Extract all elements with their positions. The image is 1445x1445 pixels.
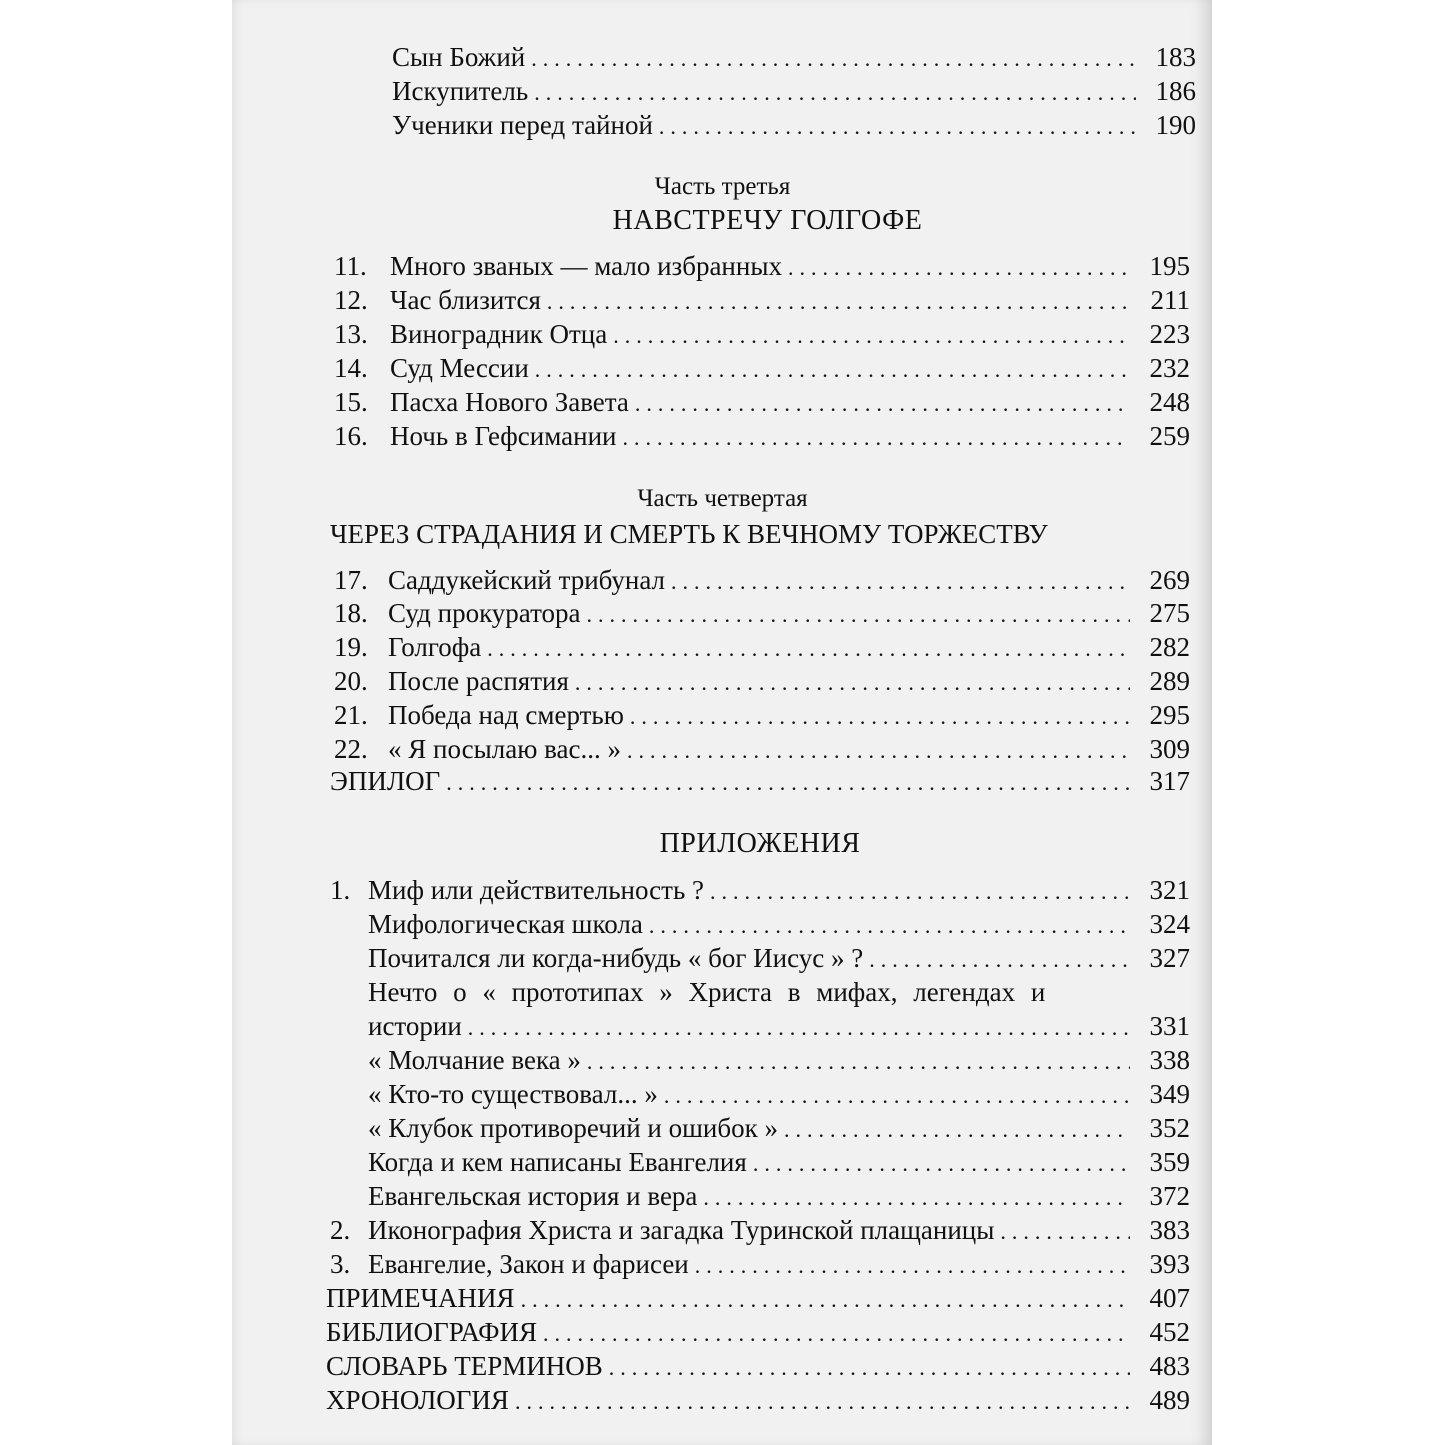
leader-dots — [635, 386, 1130, 420]
leader-dots — [487, 631, 1130, 665]
toc-entry-title: Час близится — [390, 285, 541, 315]
toc-entry — [368, 1146, 1190, 1178]
leader-dots — [630, 699, 1130, 733]
leader-dots — [446, 765, 1130, 799]
toc-entry-page: 324 — [1149, 909, 1190, 939]
toc-entry-page: 452 — [1149, 1317, 1190, 1347]
toc-entry — [392, 75, 1196, 107]
toc-entry-title: После распятия — [388, 666, 569, 696]
leader-dots — [468, 1010, 1130, 1044]
leader-dots — [521, 1282, 1130, 1316]
toc-entry-continued — [368, 976, 1148, 1008]
toc-entry-back-matter — [326, 1384, 1190, 1416]
toc-entry — [330, 1248, 1190, 1280]
leader-dots — [659, 109, 1136, 143]
toc-entry — [368, 942, 1190, 974]
leader-dots — [622, 420, 1130, 454]
toc-entry — [334, 597, 1190, 629]
toc-entry — [334, 733, 1190, 765]
toc-entry-title: « Молчание века » — [368, 1045, 581, 1075]
toc-entry — [368, 1010, 1190, 1042]
toc-entry-title: « Клубок противоречий и ошибок » — [368, 1113, 778, 1143]
toc-entry-back-matter — [326, 1350, 1190, 1382]
toc-entry-title: СЛОВАРЬ ТЕРМИНОВ — [326, 1351, 603, 1381]
leader-dots — [710, 874, 1130, 908]
toc-entry-title: Почитался ли когда-нибудь « бог Иисус » ? — [368, 943, 864, 973]
leader-dots — [703, 1180, 1130, 1214]
toc-entry — [334, 318, 1190, 350]
leader-dots — [788, 250, 1130, 284]
leader-dots — [869, 942, 1130, 976]
toc-entry-title: Ночь в Гефсимании — [390, 421, 617, 451]
toc-entry-number: 15. — [334, 387, 368, 417]
toc-entry-number: 18. — [334, 598, 368, 628]
toc-entry-back-matter — [326, 1282, 1190, 1314]
toc-entry-page: 489 — [1149, 1385, 1190, 1415]
toc-entry-page: 211 — [1150, 285, 1190, 315]
toc-entry-page: 295 — [1149, 700, 1190, 730]
toc-entry-title: Много званых — мало избранных — [390, 251, 782, 281]
toc-entry-title: Саддукейский трибунал — [388, 565, 666, 595]
toc-entry-number: 2. — [330, 1215, 351, 1245]
toc-entry-number: 16. — [334, 421, 368, 451]
toc-entry — [368, 1044, 1190, 1076]
toc-entry — [368, 908, 1190, 940]
toc-entry-title: Искупитель — [392, 76, 529, 106]
toc-entry-page: 289 — [1149, 666, 1190, 696]
toc-entry-title: Мифологическая школа — [368, 909, 643, 939]
toc-entry-title: Евангельская история и вера — [368, 1181, 698, 1211]
toc-entry — [334, 665, 1190, 697]
toc-entry-back-matter — [326, 1316, 1190, 1348]
toc-entry-title: Ученики перед тайной — [392, 110, 653, 140]
toc-entry-number: 3. — [330, 1249, 351, 1279]
toc-entry-page: 275 — [1149, 598, 1190, 628]
toc-entry-title: Голгофа — [388, 632, 482, 662]
leader-dots — [627, 733, 1130, 767]
toc-entry-page: 282 — [1149, 632, 1190, 662]
toc-entry-number: 11. — [334, 251, 367, 281]
toc-entry-title: Суд прокуратора — [388, 598, 581, 628]
toc-entry — [334, 284, 1190, 316]
toc-entry-title: Евангелие, Закон и фарисеи — [368, 1249, 689, 1279]
toc-entry-title: ПРИМЕЧАНИЯ — [326, 1283, 515, 1313]
toc-entry-page: 483 — [1149, 1351, 1190, 1381]
toc-entry-title: Суд Мессии — [390, 353, 529, 383]
leader-dots — [534, 75, 1136, 109]
leader-dots — [1000, 1214, 1130, 1248]
toc-entry-page: 393 — [1149, 1249, 1190, 1279]
toc-entry-page: 269 — [1149, 565, 1190, 595]
leader-dots — [587, 1044, 1130, 1078]
toc-entry-title: « Я посылаю вас... » — [388, 734, 621, 764]
toc-entry-title: ХРОНОЛОГИЯ — [326, 1385, 509, 1415]
leader-dots — [535, 352, 1130, 386]
toc-entry-epilogue — [330, 765, 1190, 797]
toc-entry — [334, 420, 1190, 452]
leader-dots — [531, 41, 1136, 75]
leader-dots — [753, 1146, 1130, 1180]
toc-entry-title: БИБЛИОГРАФИЯ — [326, 1317, 537, 1347]
toc-entry-number: 22. — [334, 734, 368, 764]
toc-entry-page: 232 — [1149, 353, 1190, 383]
toc-entry — [330, 874, 1190, 906]
toc-entry-title: Сын Божий — [392, 42, 526, 72]
part-label: Часть четвертая — [637, 485, 808, 512]
part-title: ЧЕРЕЗ СТРАДАНИЯ И СМЕРТЬ К ВЕЧНОМУ ТОРЖЕСТВУ — [330, 519, 1048, 549]
appendices-title: ПРИЛОЖЕНИЯ — [659, 828, 861, 859]
toc-entry-page: 327 — [1149, 943, 1190, 973]
leader-dots — [671, 564, 1130, 598]
toc-entry-page: 359 — [1149, 1147, 1190, 1177]
toc-entry-title: Победа над смертью — [388, 700, 624, 730]
toc-entry-page: 190 — [1155, 110, 1196, 140]
leader-dots — [784, 1112, 1130, 1146]
toc-entry-page: 383 — [1149, 1215, 1190, 1245]
leader-dots — [649, 908, 1130, 942]
leader-dots — [664, 1078, 1130, 1112]
toc-entry-page: 407 — [1149, 1283, 1190, 1313]
toc-entry-title: Пасха Нового Завета — [390, 387, 629, 417]
toc-entry-number: 20. — [334, 666, 368, 696]
toc-entry — [392, 109, 1196, 141]
toc-entry-title: ЭПИЛОГ — [330, 766, 441, 796]
toc-entry-number: 21. — [334, 700, 368, 730]
toc-entry — [368, 1078, 1190, 1110]
toc-entry-page: 338 — [1149, 1045, 1190, 1075]
part-label: Часть третья — [654, 173, 791, 200]
toc-entry-page: 248 — [1149, 387, 1190, 417]
leader-dots — [543, 1316, 1130, 1350]
toc-entry-page: 331 — [1149, 1011, 1190, 1041]
leader-dots — [575, 665, 1130, 699]
toc-entry-number: 19. — [334, 632, 368, 662]
toc-entry-page: 259 — [1149, 421, 1190, 451]
leader-dots — [613, 318, 1130, 352]
leader-dots — [515, 1384, 1130, 1418]
toc-entry — [334, 250, 1190, 282]
toc-entry-number: 13. — [334, 319, 368, 349]
toc-entry — [330, 1214, 1190, 1246]
toc-entry-page: 321 — [1149, 875, 1190, 905]
toc-entry-page: 352 — [1149, 1113, 1190, 1143]
toc-entry — [368, 1112, 1190, 1144]
leader-dots — [587, 597, 1130, 631]
toc-entry-page: 372 — [1149, 1181, 1190, 1211]
toc-entry-number: 17. — [334, 565, 368, 595]
leader-dots — [547, 284, 1130, 318]
toc-entry — [334, 699, 1190, 731]
toc-entry-page: 317 — [1149, 766, 1190, 796]
toc-entry-title: « Кто-то существовал... » — [368, 1079, 658, 1109]
part-title: НАВСТРЕЧУ ГОЛГОФЕ — [612, 205, 923, 236]
toc-entry — [392, 41, 1196, 73]
toc-entry-title: Иконография Христа и загадка Туринской плащаницы — [368, 1215, 995, 1245]
toc-entry-page: 349 — [1149, 1079, 1190, 1109]
toc-entry-page: 186 — [1155, 76, 1196, 106]
toc-entry — [334, 564, 1190, 596]
toc-entry — [334, 386, 1190, 418]
leader-dots — [609, 1350, 1130, 1384]
toc-entry — [334, 352, 1190, 384]
toc-entry-number: 14. — [334, 353, 368, 383]
leader-dots — [695, 1248, 1130, 1282]
toc-entry-title: истории — [368, 1011, 462, 1041]
toc-entry-page: 309 — [1149, 734, 1190, 764]
toc-entry-page: 223 — [1149, 319, 1190, 349]
toc-entry-title: Виноградник Отца — [390, 319, 608, 349]
toc-entry-page: 183 — [1155, 42, 1196, 72]
toc-entry-title: Когда и кем написаны Евангелия — [368, 1147, 747, 1177]
toc-entry-number: 1. — [330, 875, 351, 905]
toc-entry-title: Миф или действительность ? — [368, 875, 704, 905]
toc-entry — [368, 1180, 1190, 1212]
toc-entry-page: 195 — [1149, 251, 1190, 281]
toc-entry — [334, 631, 1190, 663]
toc-entry-number: 12. — [334, 285, 368, 315]
toc-entry-title: Нечто о « прототипах » Христа в мифах, легендах и — [368, 977, 1046, 1007]
